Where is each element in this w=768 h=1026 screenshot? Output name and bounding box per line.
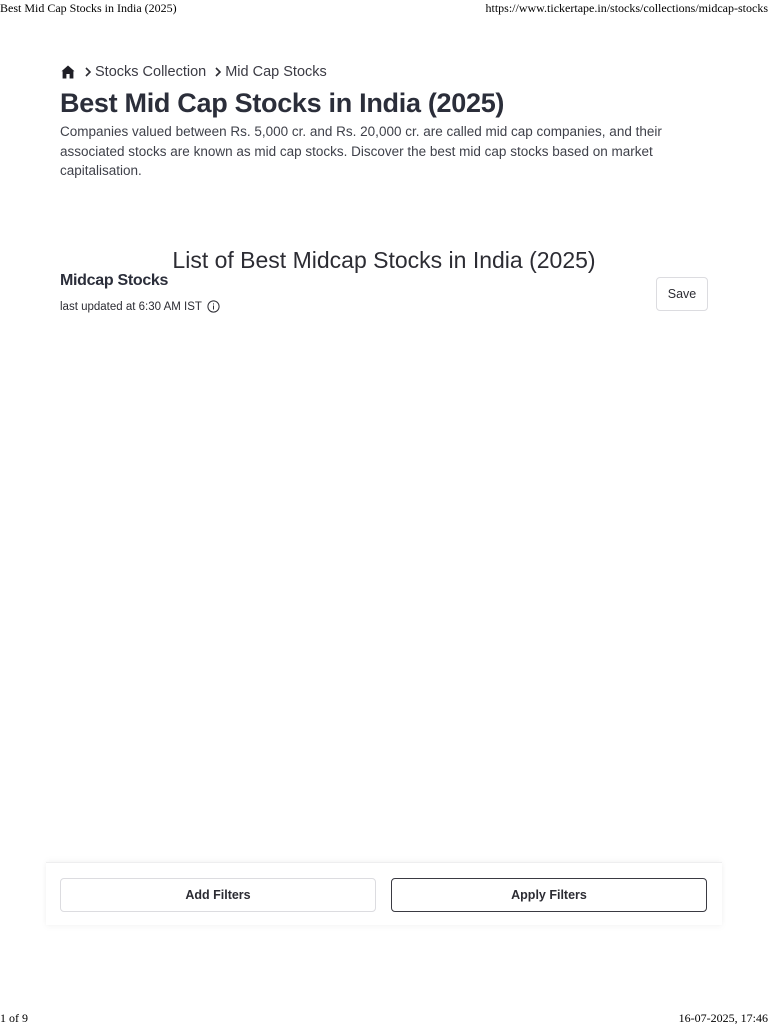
breadcrumb-mid-cap-stocks[interactable]: Mid Cap Stocks [225,64,327,80]
last-updated [60,300,220,313]
last-updated-text: last updated at 6:30 AM IST [60,301,202,313]
chevron-right-icon [84,67,92,77]
print-header [0,0,768,16]
page-description: Companies valued between Rs. 5,000 cr. and Rs. 20,000 cr. are called mid cap companies, and their associated stocks are known as mid cap stocks. Discover the best mid cap stocks based on market capitalisation. [60,122,708,181]
save-button[interactable]: Save [656,277,708,311]
breadcrumb [60,60,708,84]
info-icon[interactable] [207,300,220,313]
page-title: Best Mid Cap Stocks in India (2025) [60,86,708,120]
print-url: https://www.tickertape.in/stocks/collections/midcap-stocks [486,1,768,16]
breadcrumb-stocks-collection[interactable]: Stocks Collection [95,64,206,80]
page-header [60,60,708,181]
list-header [60,272,708,322]
filter-bar [46,862,722,925]
breadcrumb-home[interactable] [60,64,76,80]
list-name: Midcap Stocks [60,272,168,290]
section-title: List of Best Midcap Stocks in India (2025) [0,247,768,274]
print-datetime: 16-07-2025, 17:46 [679,1011,768,1026]
apply-filters-button[interactable]: Apply Filters [391,878,707,912]
print-page-title: Best Mid Cap Stocks in India (2025) [0,1,177,16]
print-page-number: 1 of 9 [0,1011,28,1026]
home-icon [60,64,76,80]
chevron-right-icon [214,67,222,77]
add-filters-button[interactable]: Add Filters [60,878,376,912]
